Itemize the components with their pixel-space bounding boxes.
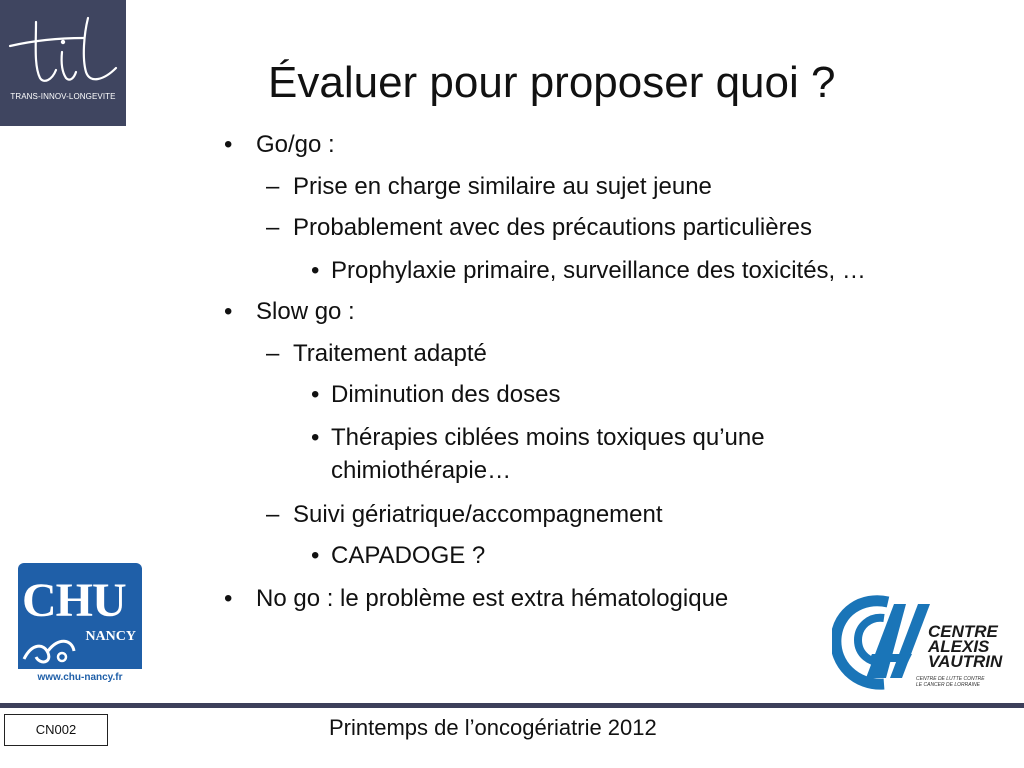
chu-logo-url: www.chu-nancy.fr: [18, 669, 142, 687]
bullet-marker: •: [311, 257, 320, 284]
centre-alexis-vautrin-logo: [832, 594, 1012, 690]
bullet-item: CAPADOGE ?: [331, 542, 486, 569]
bullet-marker: •: [224, 131, 233, 158]
chu-logo-ornament-icon: [18, 629, 142, 669]
bullet-marker: –: [266, 340, 280, 367]
bullet-item: Traitement adapté: [293, 340, 487, 367]
bullet-marker: –: [266, 173, 280, 200]
bullet-marker: •: [311, 381, 320, 408]
bullet-marker: –: [266, 501, 280, 528]
bullet-item: Probablement avec des précautions particulières: [293, 214, 812, 241]
chu-logo-name: CHU: [22, 574, 126, 627]
footer-text: Printemps de l’oncogériatrie 2012: [329, 715, 657, 740]
bullet-marker: •: [224, 585, 233, 612]
bullet-item: Prophylaxie primaire, surveillance des toxicités, …: [331, 257, 866, 284]
bullet-item: Prise en charge similaire au sujet jeune: [293, 173, 712, 200]
bullet-marker: •: [311, 424, 320, 451]
bullet-item: Diminution des doses: [331, 381, 561, 408]
bullet-item: Suivi gériatrique/accompagnement: [293, 501, 663, 528]
til-logo-mark: [6, 14, 120, 94]
bullet-marker: •: [311, 542, 320, 569]
chu-nancy-logo: [18, 563, 142, 687]
bullet-item: Slow go :: [256, 298, 355, 325]
til-logo: [0, 0, 126, 126]
bullet-item-continuation: chimiothérapie…: [331, 457, 512, 484]
cav-logo-subtitle: CENTRE DE LUTTE CONTRE LE CANCER DE LORRAINE: [916, 676, 985, 688]
slide-title: Évaluer pour proposer quoi ?: [268, 58, 836, 107]
til-caption: TRANS-INNOV-LONGEVITE: [10, 92, 116, 101]
chu-logo-city: NANCY: [85, 629, 136, 644]
bullet-marker: •: [224, 298, 233, 325]
slide-code-box: CN002: [4, 714, 108, 746]
cav-logo-name: CENTRE ALEXIS VAUTRIN: [928, 622, 1003, 671]
footer-divider: [0, 703, 1024, 708]
bullet-marker: –: [266, 214, 280, 241]
bullet-item: Thérapies ciblées moins toxiques qu’une: [331, 424, 765, 451]
bullet-item: No go : le problème est extra hématologique: [256, 585, 729, 612]
bullet-item: Go/go :: [256, 131, 335, 158]
